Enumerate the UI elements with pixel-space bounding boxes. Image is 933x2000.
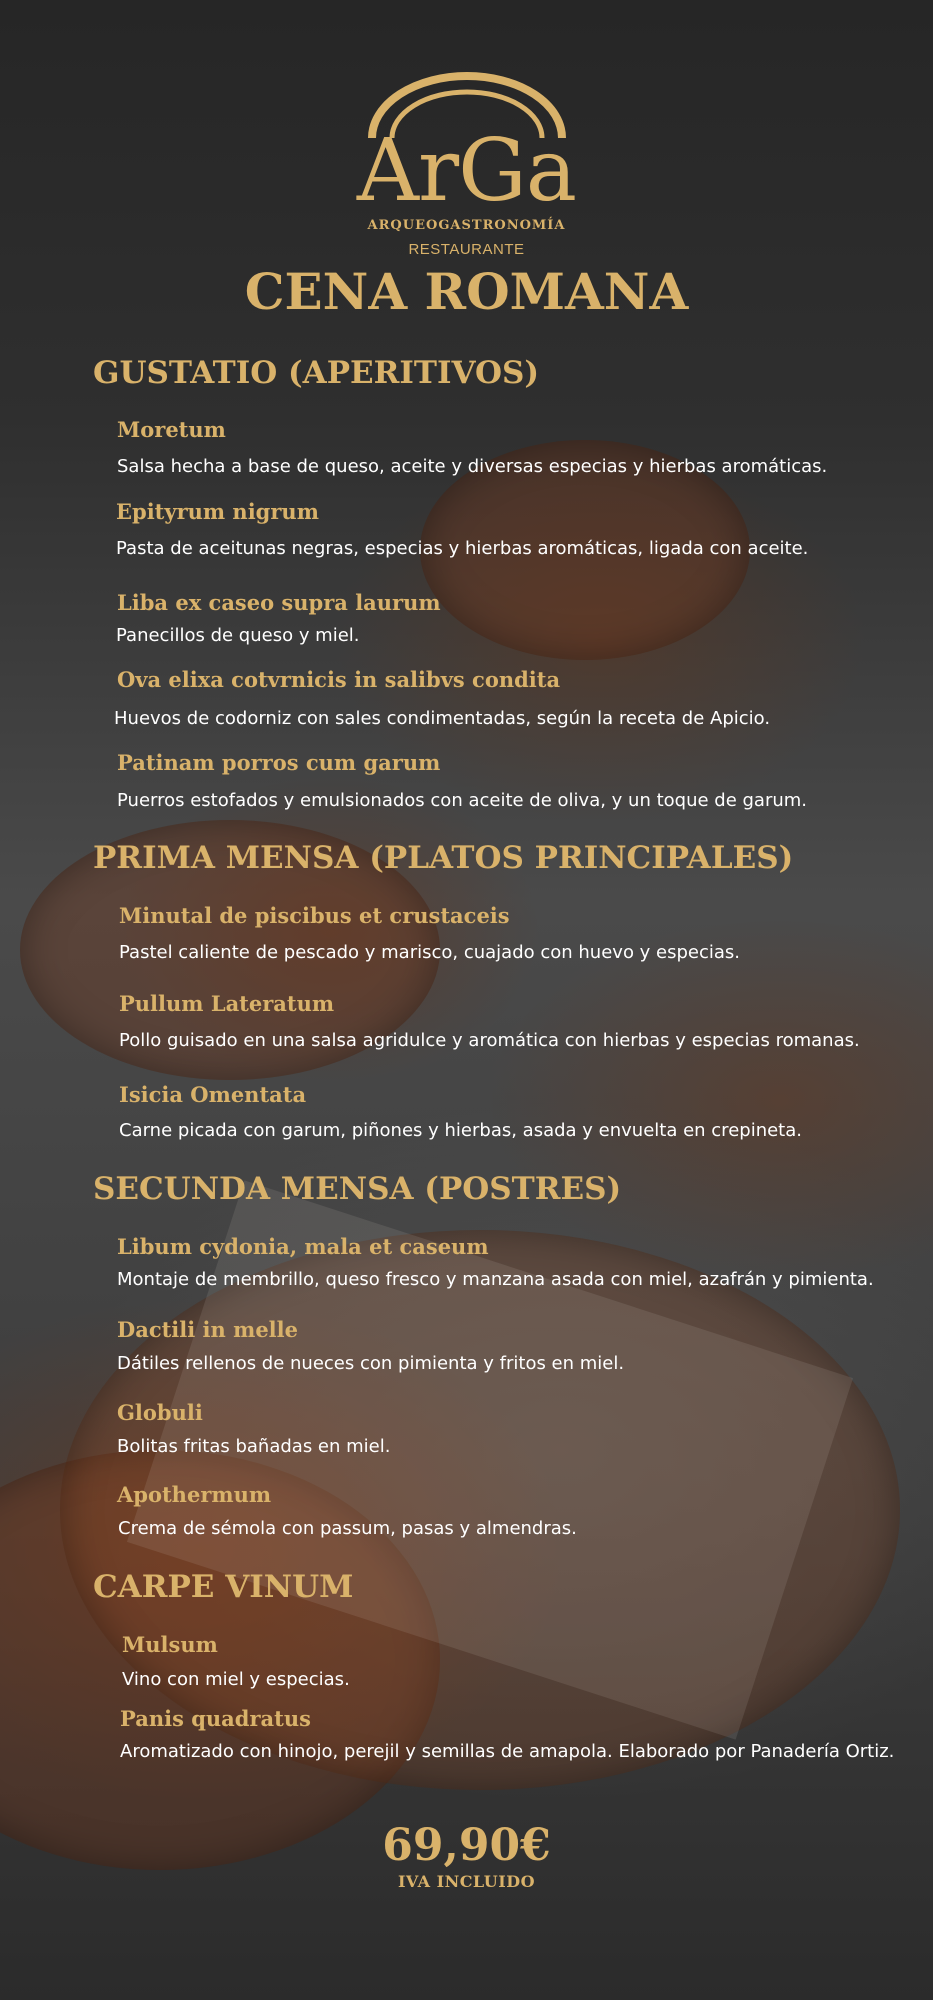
item-description: Salsa hecha a base de queso, aceite y diversas especias y hierbas aromáticas. xyxy=(117,456,828,477)
item-name: Dactili in melle xyxy=(117,1317,299,1342)
menu-price: 69,90€ xyxy=(382,1820,551,1871)
menu-title: CENA ROMANA xyxy=(244,262,689,321)
background-napkin xyxy=(127,1180,853,1739)
brand-logo xyxy=(0,70,933,258)
item-name: Isicia Omentata xyxy=(119,1082,307,1107)
item-name: Pullum Lateratum xyxy=(119,991,335,1016)
section-title-prima-mensa: PRIMA MENSA (PLATOS PRINCIPALES) xyxy=(93,840,794,876)
section-title-gustatio: GUSTATIO (APERITIVOS) xyxy=(93,355,540,391)
section-title-carpe-vinum: CARPE VINUM xyxy=(93,1569,354,1605)
brand-tagline: ARQUEOGASTRONOMÍA xyxy=(367,218,566,233)
section-title-secunda-mensa: SECUNDA MENSA (POSTRES) xyxy=(93,1171,622,1207)
brand-subtitle: RESTAURANTE xyxy=(408,241,525,258)
item-description: Bolitas fritas bañadas en miel. xyxy=(117,1436,391,1457)
item-name: Ova elixa cotvrnicis in salibvs condita xyxy=(117,667,561,692)
item-description: Dátiles rellenos de nueces con pimienta y fritos en miel. xyxy=(117,1353,625,1374)
item-description: Carne picada con garum, piñones y hierbas, asada y envuelta en crepineta. xyxy=(119,1120,802,1141)
item-name: Minutal de piscibus et crustaceis xyxy=(119,903,510,928)
item-description: Aromatizado con hinojo, perejil y semillas de amapola. Elaborado por Panadería Ortiz. xyxy=(120,1741,895,1762)
item-name: Mulsum xyxy=(122,1632,218,1657)
item-description: Pasta de aceitunas negras, especias y hierbas aromáticas, ligada con aceite. xyxy=(116,538,809,559)
item-name: Epityrum nigrum xyxy=(116,499,319,524)
item-description: Pastel caliente de pescado y marisco, cuajado con huevo y especias. xyxy=(119,942,741,963)
item-description: Puerros estofados y emulsionados con aceite de oliva, y un toque de garum. xyxy=(117,790,808,811)
item-description: Montaje de membrillo, queso fresco y manzana asada con miel, azafrán y pimienta. xyxy=(117,1269,874,1290)
item-name: Panis quadratus xyxy=(120,1706,311,1731)
item-name: Patinam porros cum garum xyxy=(117,750,441,775)
item-description: Panecillos de queso y miel. xyxy=(116,625,360,646)
item-description: Pollo guisado en una salsa agridulce y aromática con hierbas y especias romanas. xyxy=(119,1030,860,1051)
item-name: Globuli xyxy=(117,1400,203,1425)
item-description: Crema de sémola con passum, pasas y almendras. xyxy=(118,1518,577,1539)
item-name: Libum cydonia, mala et caseum xyxy=(117,1234,489,1259)
background-bowl xyxy=(0,1450,440,1870)
item-description: Vino con miel y especias. xyxy=(122,1669,350,1690)
brand-name: ArGa xyxy=(356,121,577,221)
item-name: Moretum xyxy=(117,417,226,442)
item-description: Huevos de codorniz con sales condimentadas, según la receta de Apicio. xyxy=(114,708,771,729)
item-name: Liba ex caseo supra laurum xyxy=(117,590,441,615)
item-name: Apothermum xyxy=(117,1482,272,1507)
price-tax-note: IVA INCLUIDO xyxy=(397,1872,536,1891)
